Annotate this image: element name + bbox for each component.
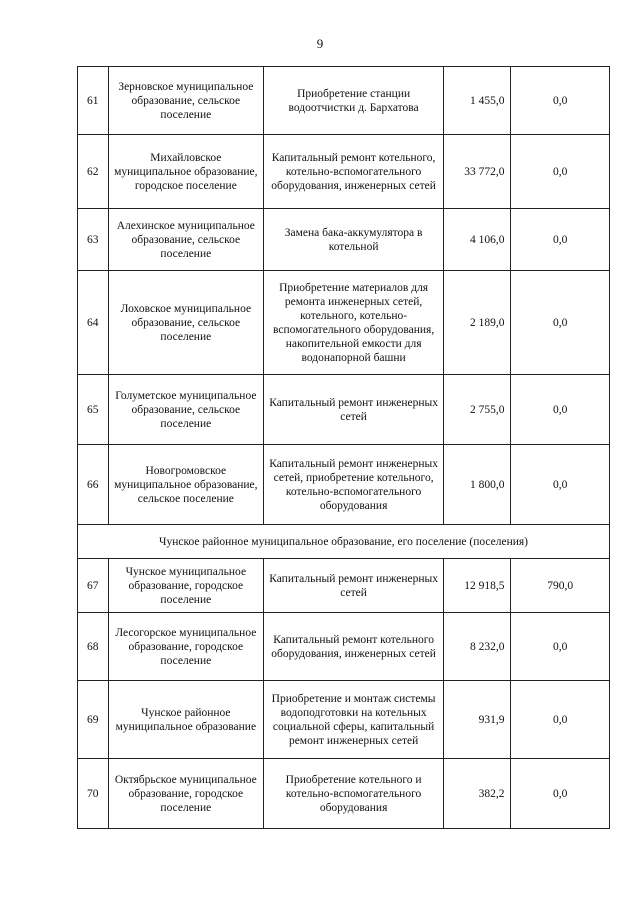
row-number: 64 — [78, 271, 109, 375]
amount-cell: 33 772,0 — [444, 135, 511, 209]
table-row — [78, 375, 610, 445]
municipality-cell: Голуметское муниципальное образование, сельское поселение — [108, 375, 263, 445]
extra-amount-cell: 0,0 — [511, 135, 610, 209]
row-number: 70 — [78, 759, 109, 829]
description-cell: Капитальный ремонт инженерных сетей, приобретение котельного, котельно-вспомогательного оборудования — [264, 445, 444, 525]
description-cell: Приобретение котельного и котельно-вспомогательного оборудования — [264, 759, 444, 829]
extra-amount-cell: 790,0 — [511, 559, 610, 613]
municipality-cell: Новогромовское муниципальное образование, сельское поселение — [108, 445, 263, 525]
amount-cell: 382,2 — [444, 759, 511, 829]
row-number: 62 — [78, 135, 109, 209]
amount-cell: 2 189,0 — [444, 271, 511, 375]
row-number: 68 — [78, 613, 109, 681]
description-cell: Капитальный ремонт инженерных сетей — [264, 559, 444, 613]
amount-cell: 4 106,0 — [444, 209, 511, 271]
extra-amount-cell: 0,0 — [511, 67, 610, 135]
extra-amount-cell: 0,0 — [511, 209, 610, 271]
description-cell: Замена бака-аккумулятора в котельной — [264, 209, 444, 271]
amount-cell: 931,9 — [444, 681, 511, 759]
table-row — [78, 271, 610, 375]
amount-cell: 8 232,0 — [444, 613, 511, 681]
extra-amount-cell: 0,0 — [511, 681, 610, 759]
amount-cell: 2 755,0 — [444, 375, 511, 445]
municipality-cell: Чунское муниципальное образование, городское поселение — [108, 559, 263, 613]
table-row — [78, 209, 610, 271]
funding-table — [77, 66, 610, 829]
row-number: 65 — [78, 375, 109, 445]
municipality-cell: Лоховское муниципальное образование, сельское поселение — [108, 271, 263, 375]
description-cell: Приобретение материалов для ремонта инженерных сетей, котельного, котельно-вспомогательного оборудования, накопительной емкости для водонапорной башни — [264, 271, 444, 375]
amount-cell: 12 918,5 — [444, 559, 511, 613]
extra-amount-cell: 0,0 — [511, 613, 610, 681]
municipality-cell: Лесогорское муниципальное образование, городское поселение — [108, 613, 263, 681]
section-title: Чунское районное муниципальное образование, его поселение (поселения) — [78, 525, 610, 559]
description-cell: Приобретение и монтаж системы водоподготовки на котельных социальной сферы, капитальный ремонт инженерных сетей — [264, 681, 444, 759]
row-number: 67 — [78, 559, 109, 613]
table-row — [78, 759, 610, 829]
description-cell: Капитальный ремонт инженерных сетей — [264, 375, 444, 445]
row-number: 66 — [78, 445, 109, 525]
table-row — [78, 559, 610, 613]
table-row — [78, 613, 610, 681]
municipality-cell: Октябрьское муниципальное образование, городское поселение — [108, 759, 263, 829]
table-row — [78, 681, 610, 759]
municipality-cell: Алехинское муниципальное образование, сельское поселение — [108, 209, 263, 271]
extra-amount-cell: 0,0 — [511, 759, 610, 829]
table-row — [78, 135, 610, 209]
row-number: 61 — [78, 67, 109, 135]
amount-cell: 1 455,0 — [444, 67, 511, 135]
extra-amount-cell: 0,0 — [511, 271, 610, 375]
section-row — [78, 525, 610, 559]
municipality-cell: Зерновское муниципальное образование, сельское поселение — [108, 67, 263, 135]
municipality-cell: Чунское районное муниципальное образование — [108, 681, 263, 759]
row-number: 69 — [78, 681, 109, 759]
page-number: 9 — [316, 36, 324, 51]
amount-cell: 1 800,0 — [444, 445, 511, 525]
municipality-cell: Михайловское муниципальное образование, городское поселение — [108, 135, 263, 209]
extra-amount-cell: 0,0 — [511, 445, 610, 525]
table-body — [78, 67, 610, 829]
table-row — [78, 445, 610, 525]
extra-amount-cell: 0,0 — [511, 375, 610, 445]
description-cell: Приобретение станции водоотчистки д. Бархатова — [264, 67, 444, 135]
table-row — [78, 67, 610, 135]
description-cell: Капитальный ремонт котельного, котельно-вспомогательного оборудования, инженерных сетей — [264, 135, 444, 209]
description-cell: Капитальный ремонт котельного оборудования, инженерных сетей — [264, 613, 444, 681]
row-number: 63 — [78, 209, 109, 271]
